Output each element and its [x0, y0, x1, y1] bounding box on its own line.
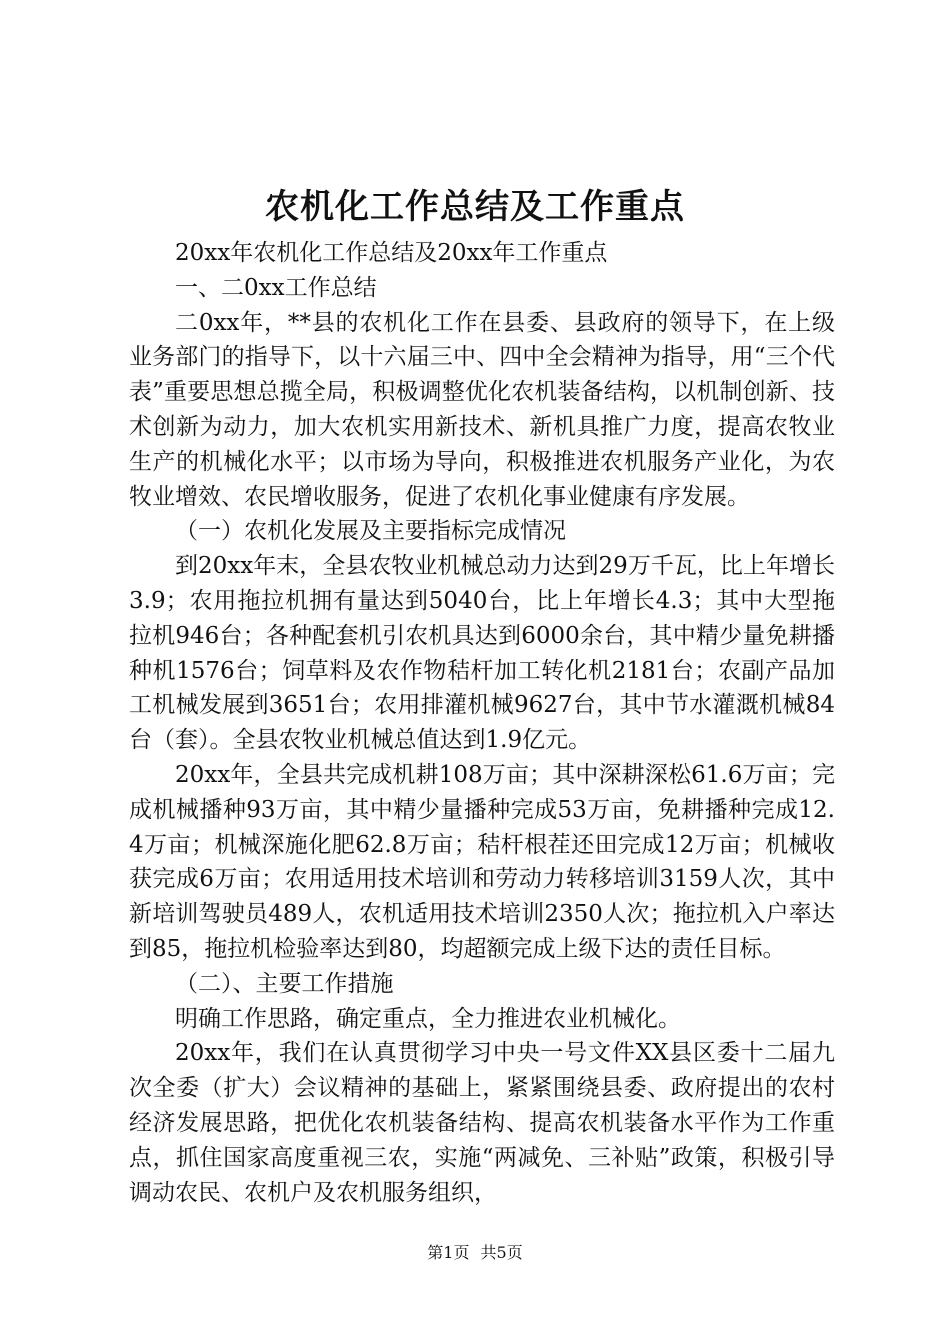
- subsection-heading: （一）农机化发展及主要指标完成情况: [175, 518, 566, 545]
- body-paragraph: 二0xx年，**县的农机化工作在县委、县政府的领导下，在上级业务部门的指导下，以十六届三中、四中全会精神为指导，用“三个代表”重要思想总揽全局，积极调整优化农机装备结构，以机制创新、技术创新为动力，加大农机实用新技术、新机具推广力度，提高农牧业生产的机械化水平；以市场为导向，积极推进农机服务产业化，为农牧业增效、农民增收服务，促进了农机化事业健康有序发展。: [129, 309, 835, 510]
- document-title: 农机化工作总结及工作重点: [265, 187, 685, 227]
- page-footer: 第1页 共5页: [427, 1243, 523, 1262]
- subtitle-paragraph: 20xx年农机化工作总结及20xx年工作重点: [175, 240, 608, 266]
- body-paragraph: 20xx年，全县共完成机耕108万亩；其中深耕深松61.6万亩；完成机械播种93万亩，其中精少量播种完成53万亩，免耕播种完成12.4万亩；机械深施化肥62.8万亩；秸杆根茬还田完成12万亩；机械收获完成6万亩；农用适用技术培训和劳动力转移培训3159人次，其中新培训驾驶员489人，农机适用技术培训2350人次；拖拉机入户率达到85，拖拉机检验率达到80，均超额完成上级下达的责任目标。: [129, 761, 835, 962]
- body-paragraph: 20xx年，我们在认真贯彻学习中央一号文件XX县区委十二届九次全委（扩大）会议精神的基础上，紧紧围绕县委、政府提出的农村经济发展思路，把优化农机装备结构、提高农机装备水平作为工作重点，抓住国家高度重视三农，实施“两减免、三补贴”政策，积极引导调动农民、农机户及农机服务组织，: [129, 1040, 835, 1206]
- document-body: [129, 236, 835, 1210]
- body-paragraph: 明确工作思路，确定重点，全力推进农业机械化。: [175, 1005, 681, 1032]
- section-heading: 一、二0xx工作总结: [175, 274, 377, 301]
- body-paragraph: 到20xx年末，全县农牧业机械总动力达到29万千瓦，比上年增长3.9；农用拖拉机拥有量达到5040台，比上年增长4.3；其中大型拖拉机946台；各种配套机引农机具达到6000余台，其中精少量免耕播种机1576台；饲草料及农作物秸杆加工转化机2181台；农副产品加工机械发展到3651台；农用排灌机械9627台，其中节水灌溉机械84台（套）。全县农牧业机械总值达到1.9亿元。: [129, 553, 835, 754]
- subsection-heading: （二）、主要工作措施: [175, 970, 394, 997]
